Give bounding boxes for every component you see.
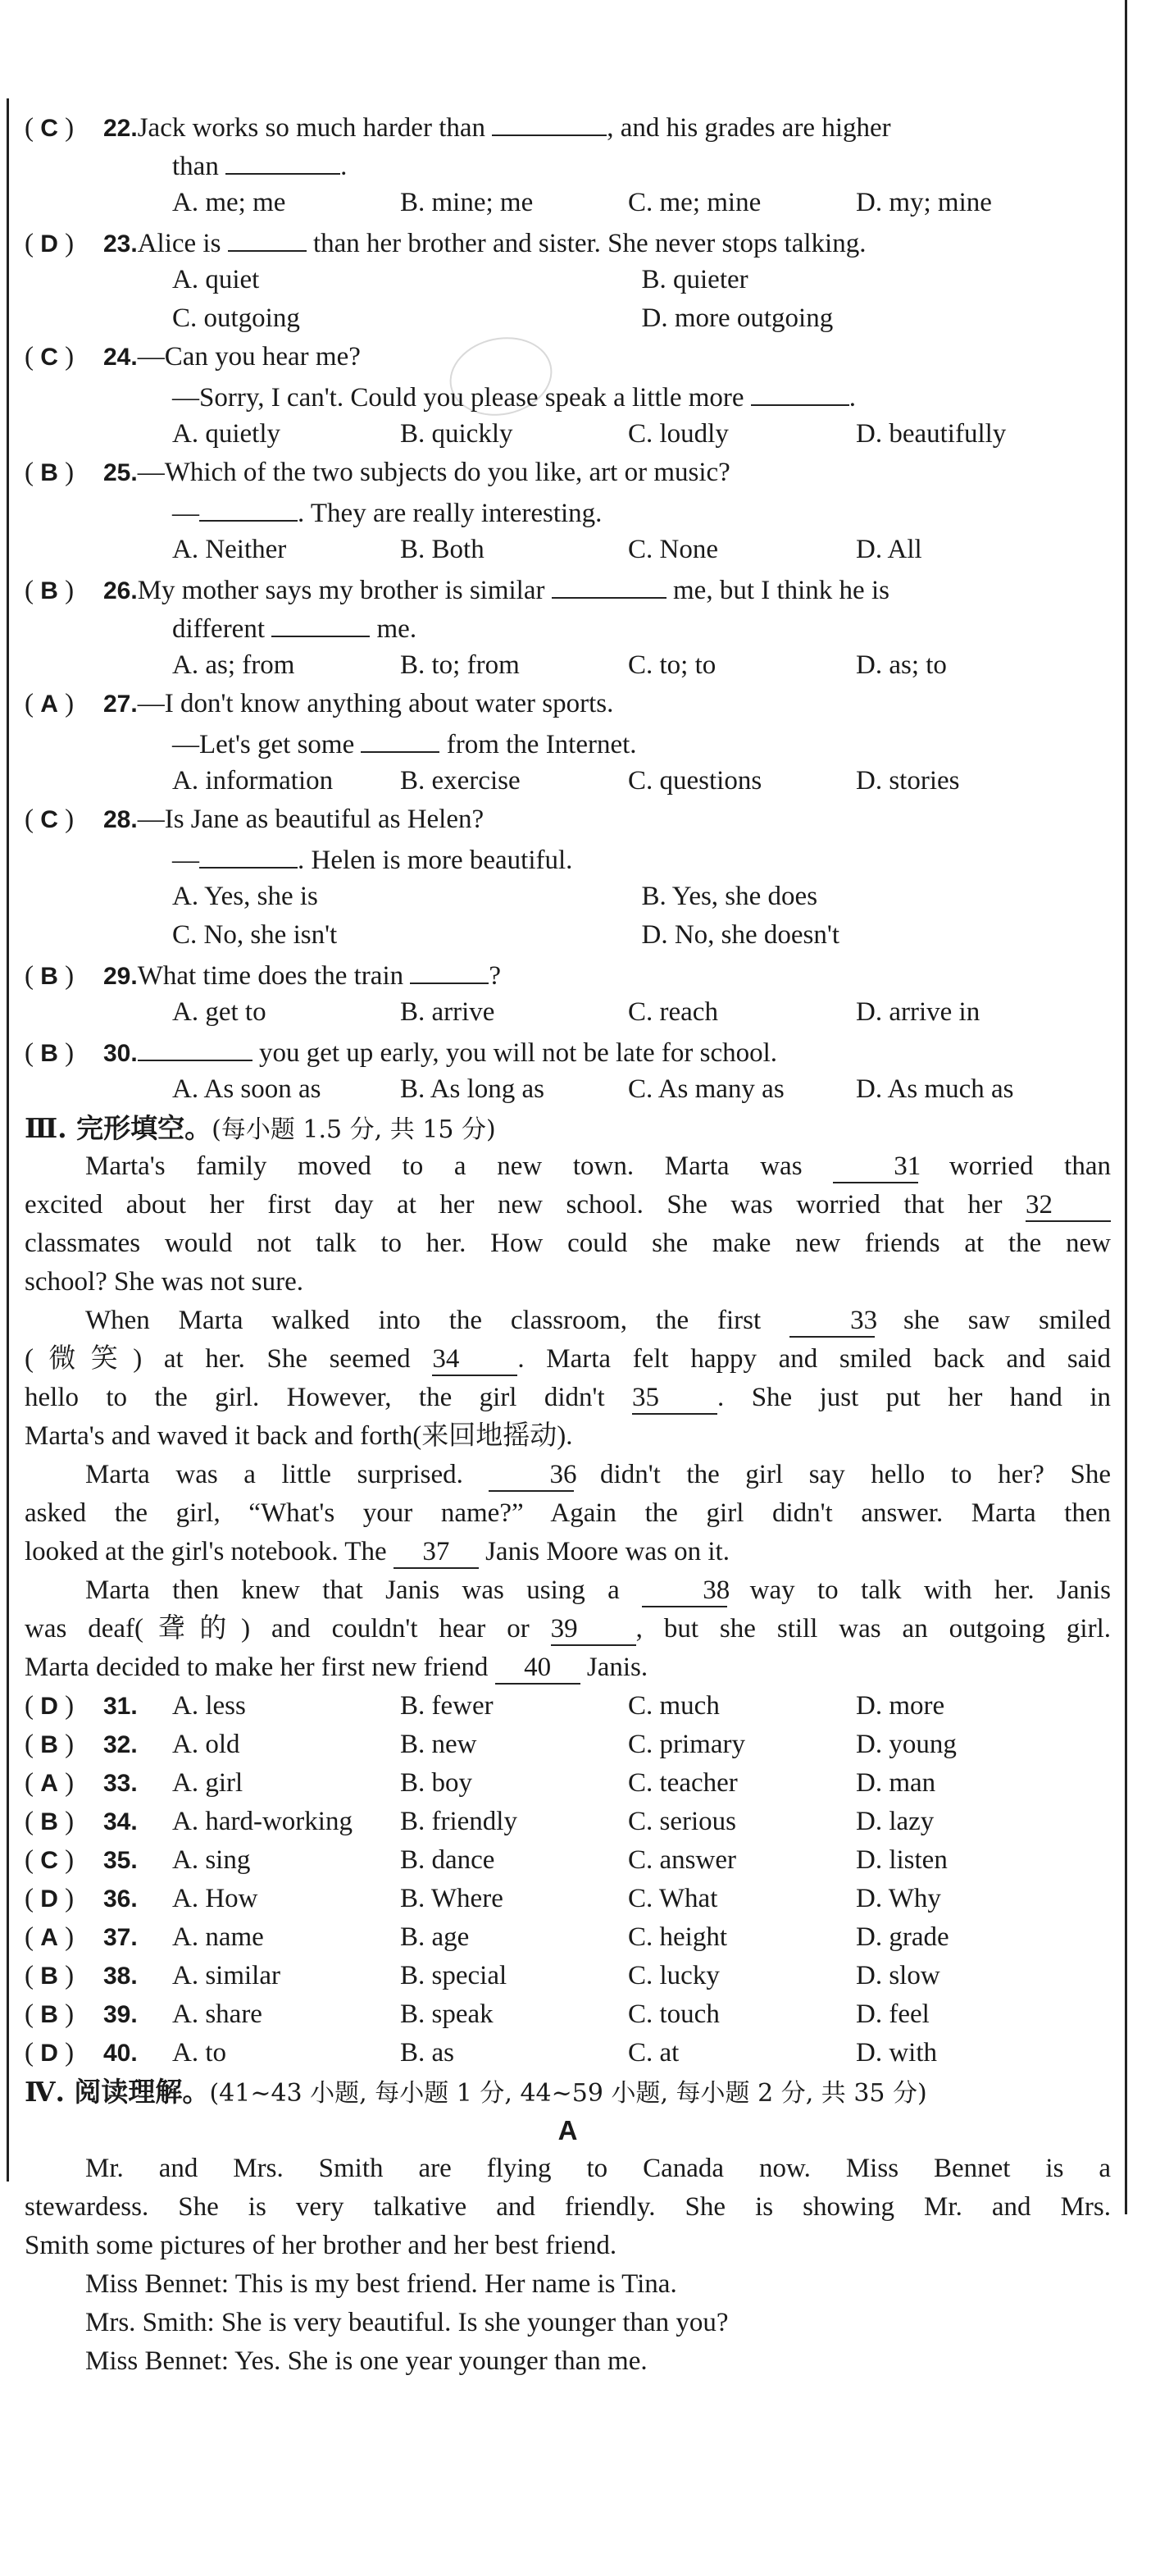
cloze-answer-row: ( B ) 34. A. hard-working B. friendly C. serious D. lazy <box>25 1807 935 1836</box>
question-26-options: A. as; from B. to; from C. to; to D. as; to <box>172 650 947 680</box>
cloze-line-9: Marta was a little surprised. 36 didn't the girl say hello to her? She <box>25 1456 1111 1494</box>
cloze-line-2: excited about her first day at her new school. She was worried that her 32 <box>25 1186 1111 1224</box>
question-25-cont: — . They are really interesting. <box>25 492 1111 531</box>
passage-a-dialog-2: Mrs. Smith: She is very beautiful. Is she younger than you? <box>85 2308 729 2337</box>
cloze-answer-row: ( A ) 33. A. girl B. boy C. teacher D. man <box>25 1768 936 1798</box>
cloze-line-14: Marta decided to make her first new friend 40 Janis. <box>25 1648 1111 1687</box>
answer-mark: C <box>40 1847 58 1874</box>
answer-mark: D <box>40 1885 58 1913</box>
cloze-line-7: hello to the girl. However, the girl didn't 35 . She just put her hand in <box>25 1379 1111 1417</box>
question-27-cont: —Let's get some from the Internet. <box>25 723 1111 762</box>
cloze-line-1: Marta's family moved to a new town. Marta was 31 worried than <box>25 1147 1111 1186</box>
question-23-options-2: C. outgoing D. more outgoing <box>172 303 834 333</box>
answer-blank <box>199 839 298 869</box>
question-28-options-1: A. Yes, she is B. Yes, she does <box>172 882 818 911</box>
question-26: ( B ) 26.My mother says my brother is similar me, but I think he is <box>25 569 1111 608</box>
question-24-options: A. quietly B. quickly C. loudly D. beautifully <box>172 419 1007 449</box>
answer-mark: A <box>40 1770 58 1797</box>
cloze-blank-38: 38 <box>642 1575 727 1607</box>
answer-mark: B <box>40 1731 58 1758</box>
answer-mark: C <box>40 806 58 833</box>
question-27: ( A ) 27.—I don't know anything about water sports. <box>25 689 614 718</box>
cloze-line-13: was deaf(聋的) and couldn't hear or 39 , but she still was an outgoing girl. <box>25 1610 1111 1648</box>
answer-mark: B <box>40 2001 58 2028</box>
answer-mark: A <box>40 1924 58 1951</box>
question-23: ( D ) 23.Alice is than her brother and sister. She never stops talking. <box>25 222 1111 261</box>
passage-a-line-1: Mr. and Mrs. Smith are flying to Canada now. Miss Bennet is a <box>85 2154 1111 2183</box>
cloze-answer-list <box>25 1687 1111 2072</box>
answer-mark: A <box>40 691 58 718</box>
cloze-blank-39: 39 <box>551 1613 636 1646</box>
cloze-line-5: When Marta walked into the classroom, the first 33 she saw smiled <box>25 1302 1111 1340</box>
cloze-answer-row: ( B ) 39. A. share B. speak C. touch D. feel <box>25 1999 930 2029</box>
question-22-cont: than . <box>25 145 1111 184</box>
answer-blank <box>361 723 439 753</box>
answer-blank <box>492 107 607 136</box>
answer-mark: C <box>40 344 58 371</box>
cloze-answer-row: ( C ) 35. A. sing B. dance C. answer D. listen <box>25 1845 948 1875</box>
question-22: ( C ) 22.Jack works so much harder than , and his grades are higher <box>25 107 1111 145</box>
question-30: ( B ) 30. you get up early, you will not be late for school. <box>25 1032 1111 1070</box>
answer-blank <box>751 376 849 406</box>
passage-a-dialog-3: Miss Bennet: Yes. She is one year younger than me. <box>85 2346 648 2376</box>
passage-a-line-2: stewardess. She is very talkative and friendly. She is showing Mr. and Mrs. <box>25 2192 1111 2222</box>
answer-mark: B <box>40 963 58 990</box>
question-23-options-1: A. quiet B. quieter <box>172 265 748 294</box>
question-27-options: A. information B. exercise C. questions D. stories <box>172 766 960 796</box>
cloze-line-12: Marta then knew that Janis was using a 38 way to talk with her. Janis <box>25 1571 1111 1610</box>
worksheet-content <box>25 107 1111 2381</box>
question-25: ( B ) 25.—Which of the two subjects do you like, art or music? <box>25 458 730 487</box>
cloze-blank-33: 33 <box>789 1305 875 1338</box>
cloze-line-10: asked the girl, “What's your name?” Again the girl didn't answer. Marta then <box>25 1498 1111 1528</box>
answer-mark: B <box>40 1040 58 1067</box>
answer-mark: D <box>40 2040 58 2067</box>
cloze-blank-31: 31 <box>833 1151 918 1183</box>
cloze-line-3: classmates would not talk to her. How could she make new friends at the new <box>25 1229 1111 1258</box>
question-24: ( C ) 24.—Can you hear me? <box>25 342 361 372</box>
answer-blank <box>271 608 370 637</box>
passage-a-line-3: Smith some pictures of her brother and her best friend. <box>25 2231 617 2260</box>
answer-blank <box>228 222 307 252</box>
cloze-blank-40: 40 <box>495 1652 580 1685</box>
cloze-answer-row: ( D ) 40. A. to B. as C. at D. with <box>25 2038 937 2068</box>
cloze-blank-35: 35 <box>632 1382 717 1415</box>
cloze-line-8: Marta's and waved it back and forth(来回地摇动). <box>25 1421 573 1451</box>
right-margin-rule <box>1125 0 1127 2214</box>
answer-mark: B <box>40 1808 58 1835</box>
question-28: ( C ) 28.—Is Jane as beautiful as Helen? <box>25 805 485 834</box>
cloze-blank-36: 36 <box>489 1459 574 1492</box>
answer-mark: D <box>40 230 58 258</box>
answer-mark: B <box>40 459 58 486</box>
cloze-blank-32: 32 <box>1026 1189 1111 1222</box>
cloze-answer-row: ( D ) 31. A. less B. fewer C. much D. more <box>25 1691 945 1721</box>
answer-blank <box>552 569 666 599</box>
cloze-blank-34: 34 <box>432 1343 517 1376</box>
cloze-answer-row: ( D ) 36. A. How B. Where C. What D. Why <box>25 1884 941 1913</box>
answer-blank <box>199 492 298 522</box>
question-30-options: A. As soon as B. As long as C. As many as D. As much as <box>172 1074 1014 1104</box>
question-26-cont: different me. <box>25 608 1111 646</box>
cloze-answer-row: ( B ) 38. A. similar B. special C. lucky D. slow <box>25 1961 940 1990</box>
cloze-answer-row: ( A ) 37. A. name B. age C. height D. grade <box>25 1922 949 1952</box>
answer-blank <box>410 955 489 984</box>
cloze-answer-row: ( B ) 32. A. old B. new C. primary D. young <box>25 1730 957 1759</box>
question-24-cont: —Sorry, I can't. Could you please speak a little more . <box>25 376 1111 415</box>
question-29-options: A. get to B. arrive C. reach D. arrive in <box>172 997 980 1027</box>
answer-mark: B <box>40 577 58 604</box>
section-3-heading: Ⅲ. 完形填空。(每小题 1.5 分, 共 15 分) <box>25 1112 496 1144</box>
question-28-cont: — . Helen is more beautiful. <box>25 839 1111 878</box>
left-margin-rule <box>7 98 9 2182</box>
question-25-options: A. Neither B. Both C. None D. All <box>172 535 922 564</box>
question-29: ( B ) 29.What time does the train ? <box>25 955 1111 993</box>
answer-mark: C <box>40 115 58 142</box>
section-4-heading: Ⅳ. 阅读理解。(41~43 小题, 每小题 1 分, 44~59 小题, 每小题 2 分, 共 35 分) <box>25 2076 927 2108</box>
passage-a-label: A <box>557 2115 578 2145</box>
cloze-blank-37: 37 <box>394 1536 479 1569</box>
question-22-options: A. me; me B. mine; me C. me; mine D. my; mine <box>172 188 992 217</box>
answer-blank <box>138 1032 252 1061</box>
cloze-line-11: looked at the girl's notebook. The 37 Janis Moore was on it. <box>25 1533 1111 1571</box>
answer-blank <box>225 145 340 175</box>
passage-a-dialog-1: Miss Bennet: This is my best friend. Her name is Tina. <box>85 2269 677 2299</box>
answer-mark: B <box>40 1963 58 1990</box>
cloze-line-4: school? She was not sure. <box>25 1267 304 1297</box>
question-28-options-2: C. No, she isn't D. No, she doesn't <box>172 920 840 950</box>
answer-mark: D <box>40 1693 58 1720</box>
cloze-line-6: (微笑) at her. She seemed 34 . Marta felt happy and smiled back and said <box>25 1340 1111 1379</box>
